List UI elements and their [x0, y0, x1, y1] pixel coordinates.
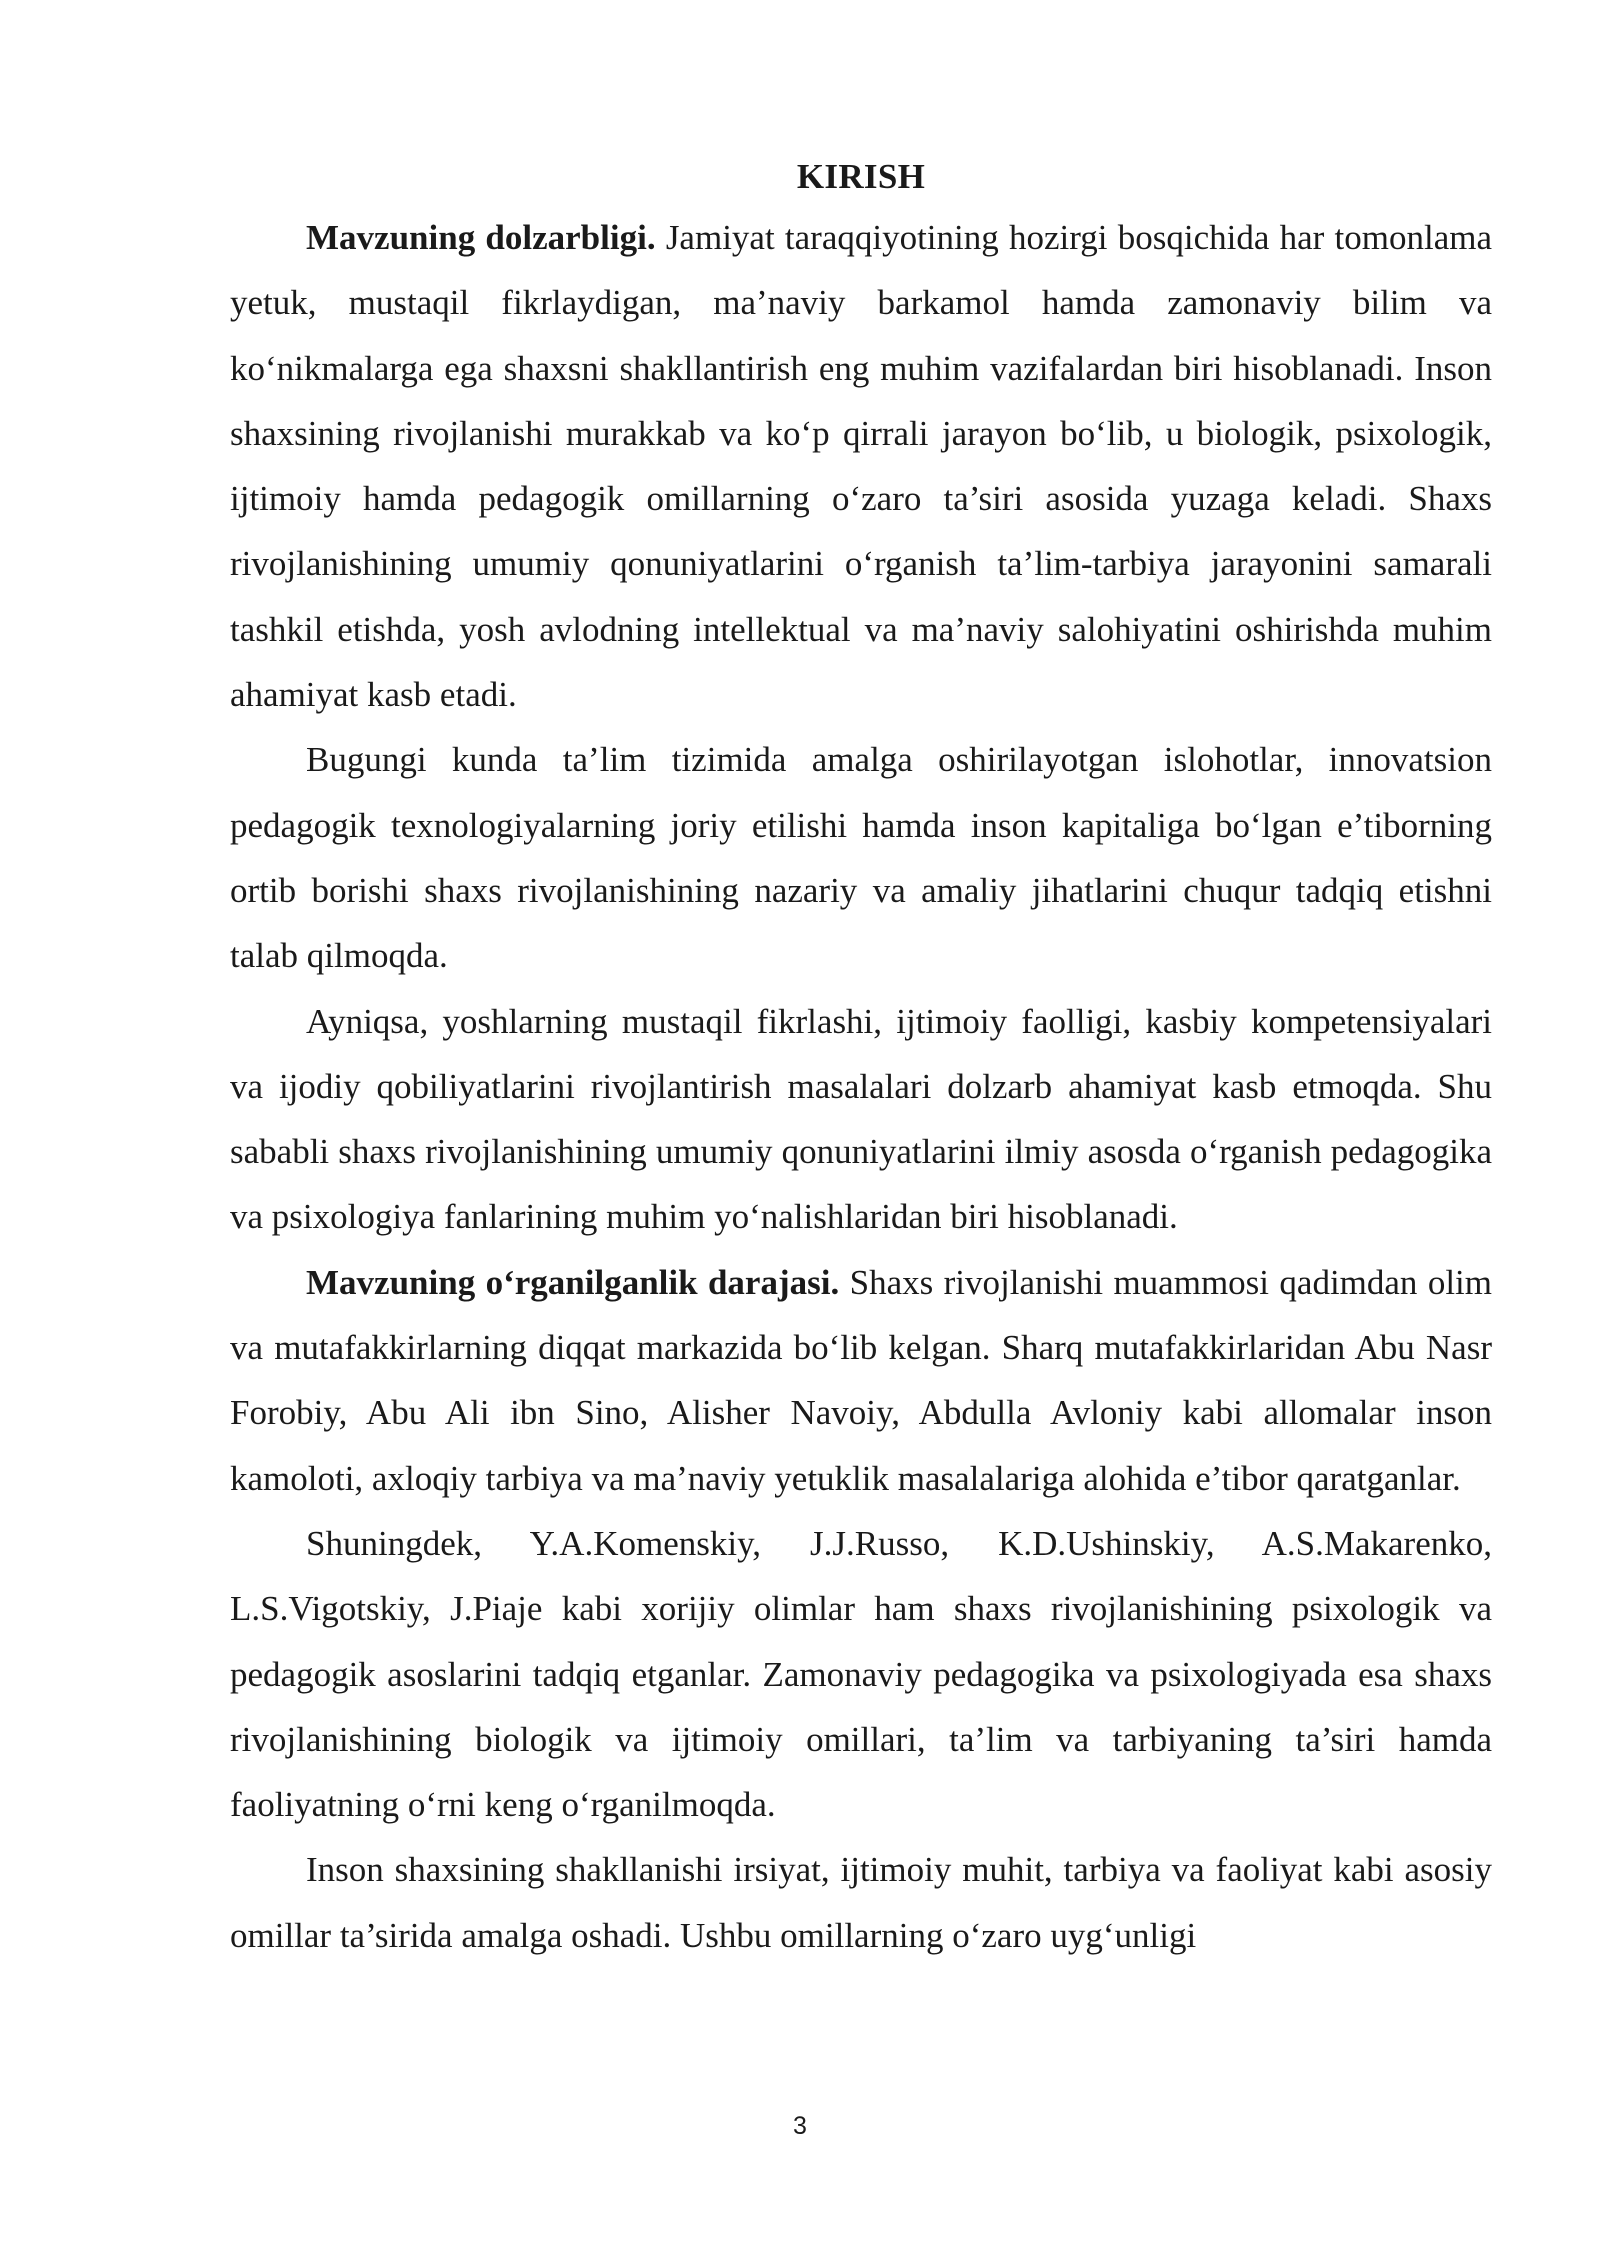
paragraph-factors	[230, 1837, 1492, 1968]
paragraph-study-level	[230, 1250, 1492, 1511]
paragraph-text: Bugungi kunda ta’lim tizimida amalga oshirilayotgan islohotlar, innovatsion pedagogik texnologiyalarning joriy etilishi hamda inson kapitaliga bo‘lgan e’tiborning ortib borishi shaxs rivojlanishining nazariy va amaliy jihatlarini chuqur tadqiq etishni talab qilmoqda.	[230, 740, 1492, 976]
paragraph-text: Inson shaxsining shakllanishi irsiyat, ijtimoiy muhit, tarbiya va faoliyat kabi asosiy omillar ta’sirida amalga oshadi. Ushbu omillarning o‘zaro uyg‘unligi	[230, 1850, 1492, 1955]
page-content	[230, 148, 1492, 1968]
page-number: 3	[793, 2112, 807, 2140]
section-heading: KIRISH	[796, 157, 926, 196]
paragraph-text: Ayniqsa, yoshlarning mustaqil fikrlashi, ijtimoiy faolligi, kasbiy kompetensiyalari va ijodiy qobiliyatlarini rivojlantirish masalalari dolzarb ahamiyat kasb etmoqda. Shu sababli shaxs rivojlanishining umumiy qonuniyatlarini ilmiy asosda o‘rganish pedagogika va psixologiya fanlarining muhim yo‘nalishlaridan biri hisoblanadi.	[230, 1001, 1492, 1237]
paragraph-lead: Mavzuning o‘rganilganlik darajasi.	[306, 1262, 840, 1302]
paragraph-text: Shaxs rivojlanishi muammosi qadimdan olim va mutafakkirlarning diqqat markazida bo‘lib kelgan. Sharq mutafakkirlaridan Abu Nasr Forobiy, Abu Ali ibn Sino, Alisher Navoiy, Abdulla Avloniy kabi allomalar inson kamoloti, axloqiy tarbiya va ma’naviy yetuklik masalalariga alohida e’tibor qaratganlar.	[230, 1262, 1492, 1498]
paragraph-youth	[230, 989, 1492, 1250]
paragraph-text: Jamiyat taraqqiyotining hozirgi bosqichida har tomonlama yetuk, mustaqil fikrlaydigan, ma’naviy barkamol hamda zamonaviy bilim va ko‘nikmalarga ega shaxsni shakllantirish eng muhim vazifalardan biri hisoblanadi. Inson shaxsining rivojlanishi murakkab va ko‘p qirrali jarayon bo‘lib, u biologik, psixologik, ijtimoiy hamda pedagogik omillarning o‘zaro ta’siri asosida yuzaga keladi. Shaxs rivojlanishining umumiy qonuniyatlarini o‘rganish ta’lim-tarbiya jarayonini samarali tashkil etishda, yosh avlodning intellektual va ma’naviy salohiyatini oshirishda muhim ahamiyat kasb etadi.	[230, 218, 1492, 715]
paragraph-reforms	[230, 727, 1492, 988]
paragraph-text: Shuningdek, Y.A.Komenskiy, J.J.Russo, K.D.Ushinskiy, A.S.Makarenko, L.S.Vigotskiy, J.Piaje kabi xorijiy olimlar ham shaxs rivojlanishining psixologik va pedagogik asoslarini tadqiq etganlar. Zamonaviy pedagogika va psixologiyada esa shaxs rivojlanishining biologik va ijtimoiy omillari, ta’lim va tarbiyaning ta’siri hamda faoliyatning o‘rni keng o‘rganilmoqda.	[230, 1523, 1492, 1825]
paragraph-relevance	[230, 205, 1492, 727]
paragraph-foreign-scholars	[230, 1511, 1492, 1837]
paragraph-lead: Mavzuning dolzarbligi.	[306, 218, 656, 257]
